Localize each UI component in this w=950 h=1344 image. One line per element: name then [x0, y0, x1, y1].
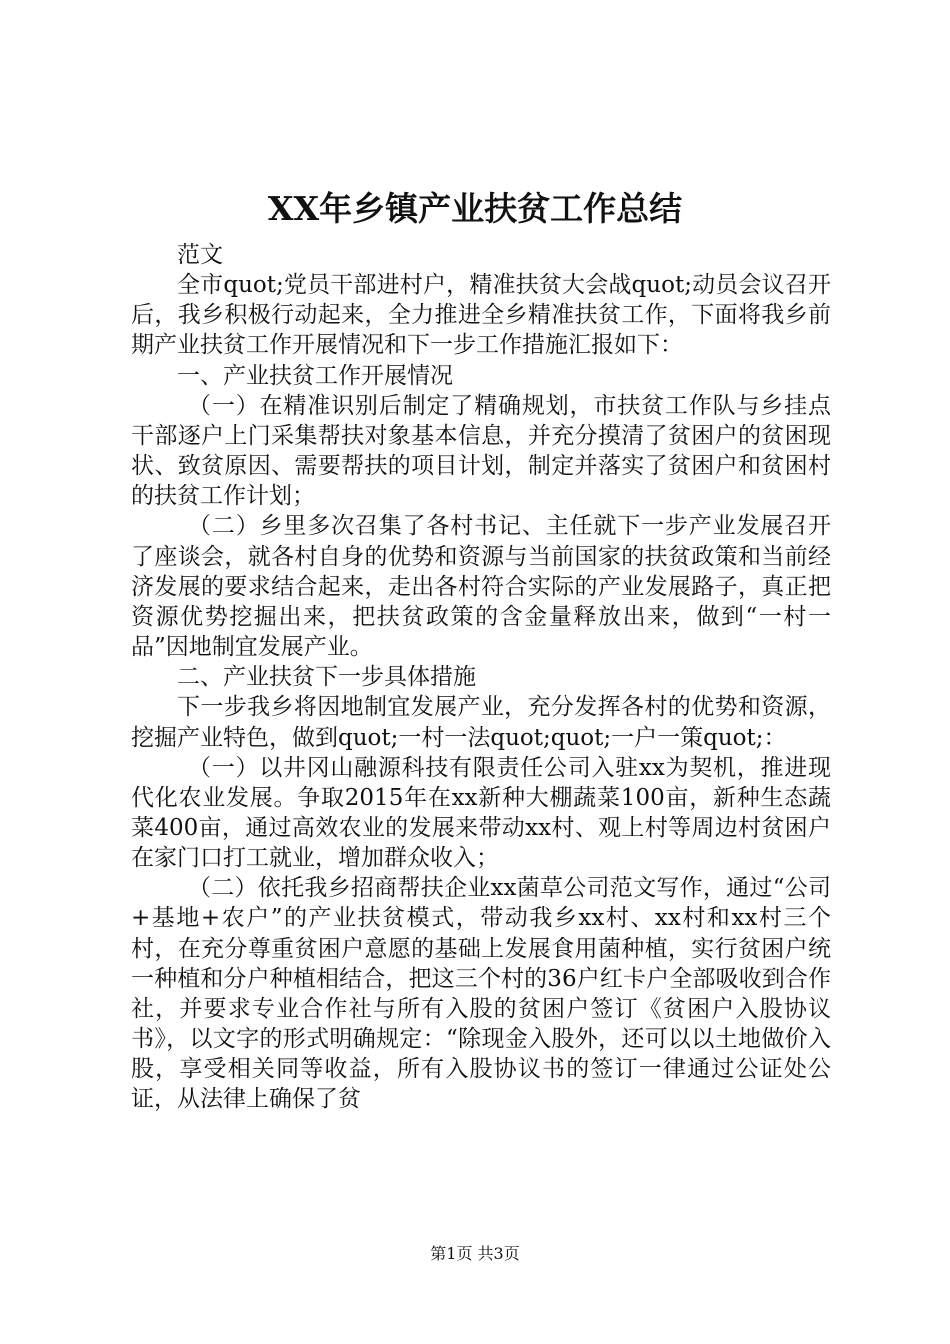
document-body: [131, 240, 831, 1115]
heading-section-1: 一、产业扶贫工作开展情况: [177, 362, 453, 389]
paragraph-section-2-intro: 下一步我乡将因地制宜发展产业，充分发挥各村的优势和资源，挖掘产业特色，做到quot;一村一法quot;quot;一户一策quot;：: [131, 694, 831, 751]
document-title: XX年乡镇产业扶贫工作总结: [267, 189, 683, 228]
page-footer: 第1页 共3页: [430, 1244, 520, 1263]
heading-section-2: 二、产业扶贫下一步具体措施: [177, 664, 476, 691]
paragraph-section-2-item-1: （一）以井冈山融源科技有限责任公司入驻xx为契机，推进现代化农业发展。争取2015年在xx新种大棚蔬菜100亩，新种生态蔬菜400亩，通过高效农业的发展来带动xx村、观上村等周边村贫困户在家门口打工就业，增加群众收入；: [131, 754, 831, 872]
paragraph-intro: 全市quot;党员干部进村户，精准扶贫大会战quot;动员会议召开后，我乡积极行动起来，全力推进全乡精准扶贫工作，下面将我乡前期产业扶贫工作开展情况和下一步工作措施汇报如下：: [131, 272, 831, 359]
paragraph-fanwen: 范文: [177, 242, 223, 268]
paragraph-section-1-item-1: （一）在精准识别后制定了精确规划，市扶贫工作队与乡挂点干部逐户上门采集帮扶对象基本信息，并充分摸清了贫困户的贫困现状、致贫原因、需要帮扶的项目计划，制定并落实了贫困户和贫困村的扶贫工作计划；: [131, 392, 831, 510]
paragraph-section-1-item-2: （二）乡里多次召集了各村书记、主任就下一步产业发展召开了座谈会，就各村自身的优势和资源与当前国家的扶贫政策和当前经济发展的要求结合起来，走出各村符合实际的产业发展路子，真正把资源优势挖掘出来，把扶贫政策的含金量释放出来，做到“一村一品”因地制宜发展产业。: [131, 513, 831, 661]
paragraph-section-2-item-2: （二）依托我乡招商帮扶企业xx菌草公司范文写作，通过“公司+基地+农户”的产业扶贫模式，带动我乡xx村、xx村和xx村三个村，在充分尊重贫困户意愿的基础上发展食用菌种植，实行贫困户统一种植和分户种植相结合，把这三个村的36户红卡户全部吸收到合作社，并要求专业合作社与所有入股的贫困户签订《贫困户入股协议书》，以文字的形式明确规定：“除现金入股外，还可以以土地做价入股，享受相关同等收益，所有入股协议书的签订一律通过公证处公证，从法律上确保了贫: [131, 875, 831, 1113]
